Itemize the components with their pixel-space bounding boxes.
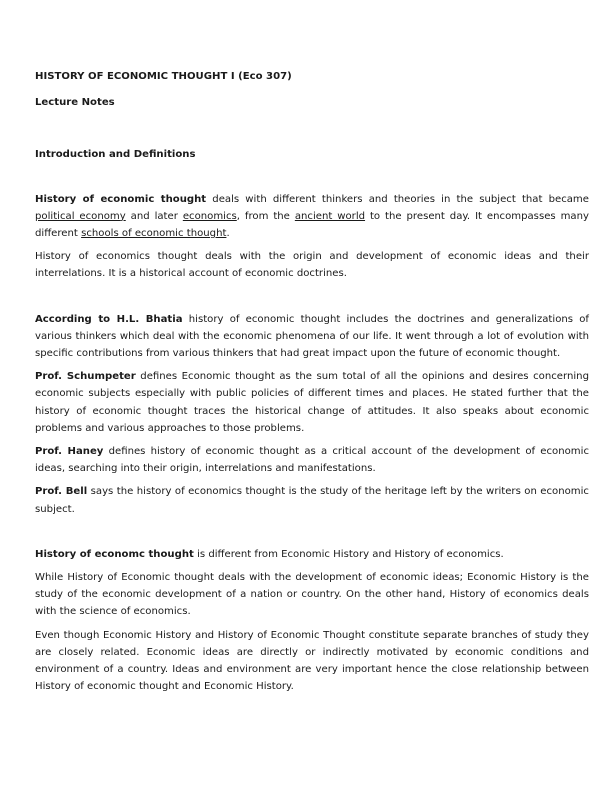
document-page bbox=[35, 68, 589, 695]
bold-term: Prof. Haney bbox=[35, 446, 104, 458]
paragraph-relationship: Even though Economic History and History of Economic Thought constitute separate branches of study they are closely related. Economic ideas are directly or indirectly motivated by economic conditions and environment of a country. Ideas and environment are very important hence the close relationship between History of economic thought and Economic History. bbox=[35, 629, 589, 693]
paragraph-origin: History of economics thought deals with the origin and development of economic ideas and their interrelations. It is a historical account of economic doctrines. bbox=[35, 251, 589, 280]
link-ancient-world[interactable]: ancient world bbox=[294, 210, 366, 222]
bold-term: Prof. Bell bbox=[35, 486, 88, 498]
link-schools-of-economic-thought[interactable]: schools of economic thought bbox=[81, 228, 227, 240]
paragraph-schumpeter: Prof. Schumpeter defines Economic thought as the sum total of all the opinions and desires concerning economic subjects especially with public policies of different times and places. He stated further that the history of economic thought traces the historical change of attitudes. It also speaks about economic problems and various approaches to those problems. bbox=[35, 371, 589, 434]
link-political-economy[interactable]: political economy bbox=[35, 210, 126, 222]
paragraph-bhatia: According to H.L. Bhatia history of economic thought includes the doctrines and generalizations of various thinkers which deal with the economic phenomena of our life. It went through a lot of evolution with specific contributions from various thinkers that had great impact upon the future of economic thought. bbox=[35, 313, 589, 360]
paragraph-definition: History of economic thought deals with different thinkers and theories in the subject that became political economy and later economics, from the ancient world to the present day. It encompasses many different schools of economic thought. bbox=[35, 193, 589, 240]
link-economics[interactable]: economics bbox=[182, 210, 237, 222]
section-heading: Introduction and Definitions bbox=[35, 149, 196, 161]
document-title: HISTORY OF ECONOMIC THOUGHT I (Eco 307) bbox=[35, 71, 292, 82]
bold-term: According to H.L. Bhatia bbox=[35, 313, 183, 325]
bold-term: History of economic thought bbox=[35, 193, 207, 205]
paragraph-difference: History of economc thought is different from Economic History and History of economics. bbox=[35, 548, 504, 560]
paragraph-economic-history: While History of Economic thought deals with the development of economic ideas; Economic History is the study of the economic development of a nation or country. On the other hand, History of economics deals with the science of economics. bbox=[35, 572, 589, 618]
paragraph-bell: Prof. Bell says the history of economics thought is the study of the heritage left by the writers on economic subject. bbox=[35, 486, 589, 515]
bold-term: History of economc thought bbox=[35, 548, 194, 560]
bold-term: Prof. Schumpeter bbox=[35, 371, 136, 383]
paragraph-haney: Prof. Haney defines history of economic thought as a critical account of the development of economic ideas, searching into their origin, interrelations and manifestations. bbox=[35, 446, 589, 475]
document-subtitle: Lecture Notes bbox=[35, 97, 115, 109]
